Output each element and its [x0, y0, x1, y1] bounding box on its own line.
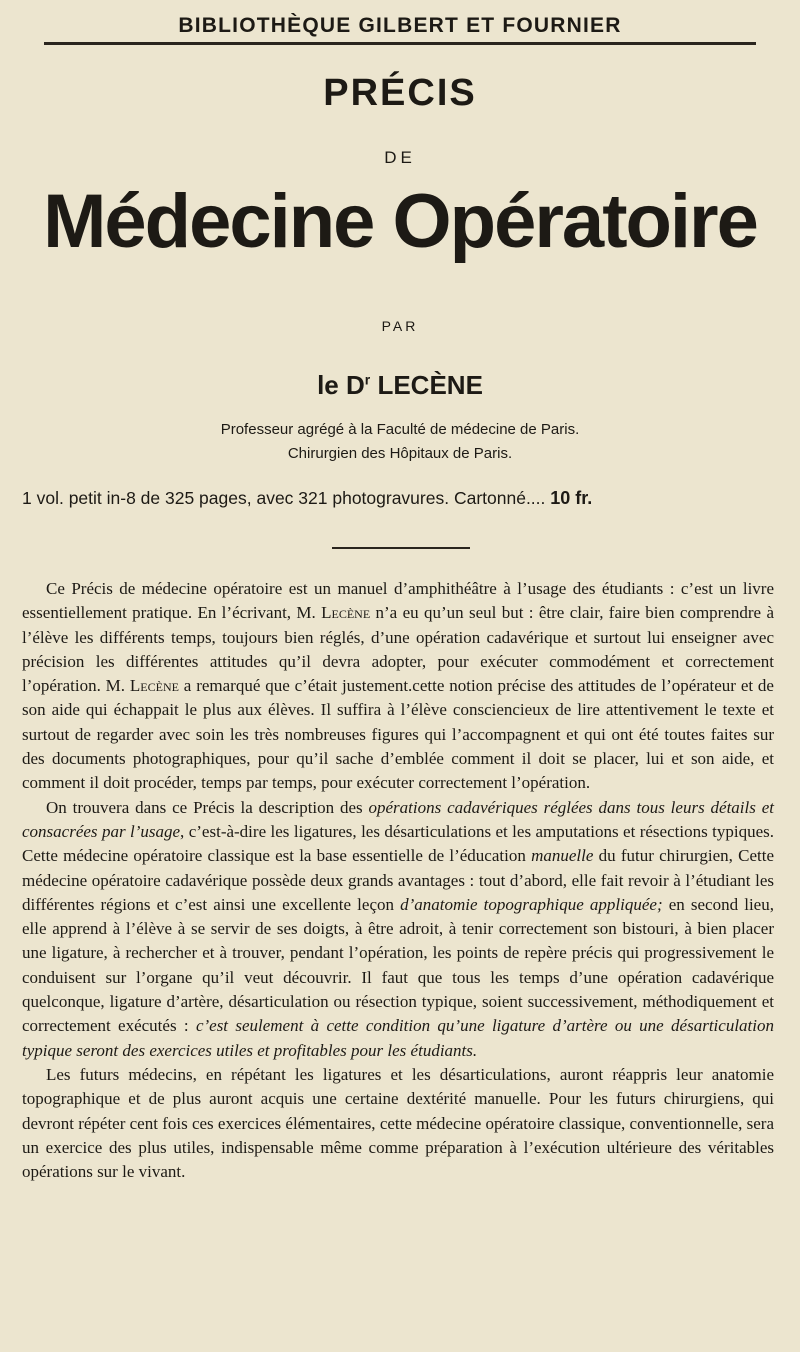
text-run: , c’est-à-dire les ligatures, les désarticulations et les amputations et résections typiques. Cette médecine opératoire classique est la base essentielle de l’éducation: [22, 821, 774, 866]
text-run: en second lieu, elle apprend à l’élève à se servir de ses doigts, à être adroit, à tenir correctement son bistouri, à bien placer une ligature, à rechercher et à trouver, pendant l’opération, les points de repère précis qui progressivement le conduisent sur l’organe qu’il veut découvrir. Il faut que tous les temps d’une opération cadavérique quelconque, ligature d’artère, désarticulation ou résection typique, soient successivement, méthodiquement et correctement exécutés :: [22, 894, 774, 1036]
author-prefix-sup: r: [364, 371, 371, 388]
title-de: DE: [384, 148, 416, 167]
italic-phrase: d’anatomie topographique appliquée;: [400, 894, 663, 914]
italic-phrase: manuelle: [531, 846, 594, 866]
author-affiliation-1: Professeur agrégé à la Faculté de médecine de Paris.: [220, 421, 580, 438]
author-reference: Lecène: [321, 603, 371, 623]
author-surname: LECÈNE: [377, 370, 483, 400]
edition-description: 1 vol. petit in-8 de 325 pages, avec 321 photogravures. Cartonné....: [22, 488, 546, 508]
text-run: du futur chirurgien, Cette médecine opératoire cadavérique possède deux grands avantages : tout d’abord, elle fait revoir à l’étudiant les différentes régions et c’est ainsi une excellente leçon: [22, 846, 774, 914]
italic-phrase: c’est seulement à cette condition qu’une ligature d’artère ou une désarticulation typique seront des exercices utiles et profitables pour les étudiants.: [22, 1016, 774, 1060]
paragraph-3: Les futurs médecins, en répétant les ligatures et les désarticulations, auront réappris leur anatomie topographique et de plus auront acquis une certaine dextérité manuelle. Pour les futurs chirurgiens, qui devront répéter cent fois ces exercices élémentaires, cette médecine opératoire classique, conventionnelle, sera un exercice des plus utiles, indispensable même comme préparation à l’exécution ultérieure des véritables opérations sur le vivant.: [22, 1064, 774, 1182]
text-run: Ce Précis de médecine opératoire est un manuel d’amphithéâtre à l’usage des étudiants : c’est un livre essentiellement pratique. En l’écrivant, M.: [22, 579, 774, 623]
title-par: PAR: [381, 318, 419, 334]
book-title: Médecine Opératoire: [43, 179, 757, 264]
text-run: a remarqué que c’était justement.cette notion précise des attitudes de l’opérateur et de son aide qui échappait le plus aux élèves. Il suffira à l’élève consciencieux de lire attentivement le texte et surtout de regarder avec soin les très nombreuses figures qui l’accompagnent et qui ont été toutes faites sur des documents photographiques, pour qu’il sache d’emblée comment il doit se placer, lui et son aide, et comment il doit procéder, temps par temps, pour exécuter correctement l’opération.: [22, 676, 774, 793]
edition-price: 10 fr.: [550, 488, 593, 508]
section-divider: [332, 547, 470, 549]
edition-line: [22, 488, 778, 509]
author-name: [0, 370, 800, 401]
text-run: n’a eu qu’un seul but : être clair, faire bien comprendre à l’élève les différents temps, toujours bien réglés, d’une opération cadavérique et surtout lui enseigner avec précision les différentes attitudes qu’il devra adopter, pour exécuter commodément et correctement l’opération. M.: [22, 603, 774, 696]
series-header: BIBLIOTHÈQUE GILBERT ET FOURNIER: [178, 14, 622, 37]
top-rule: [44, 42, 756, 45]
author-affiliation-2: Chirurgien des Hôpitaux de Paris.: [287, 445, 513, 462]
text-run: On trouvera dans ce Précis la description des: [46, 797, 369, 817]
title-precis: PRÉCIS: [323, 72, 477, 114]
author-prefix: le D: [317, 370, 365, 400]
description-text: [22, 577, 774, 1184]
paragraph-2: [22, 796, 774, 1063]
italic-phrase: opérations cadavériques réglées dans tous leurs détails et consacrées par l’usage: [22, 797, 774, 841]
author-reference: Lecène: [129, 676, 179, 696]
paragraph-1: [22, 577, 774, 796]
